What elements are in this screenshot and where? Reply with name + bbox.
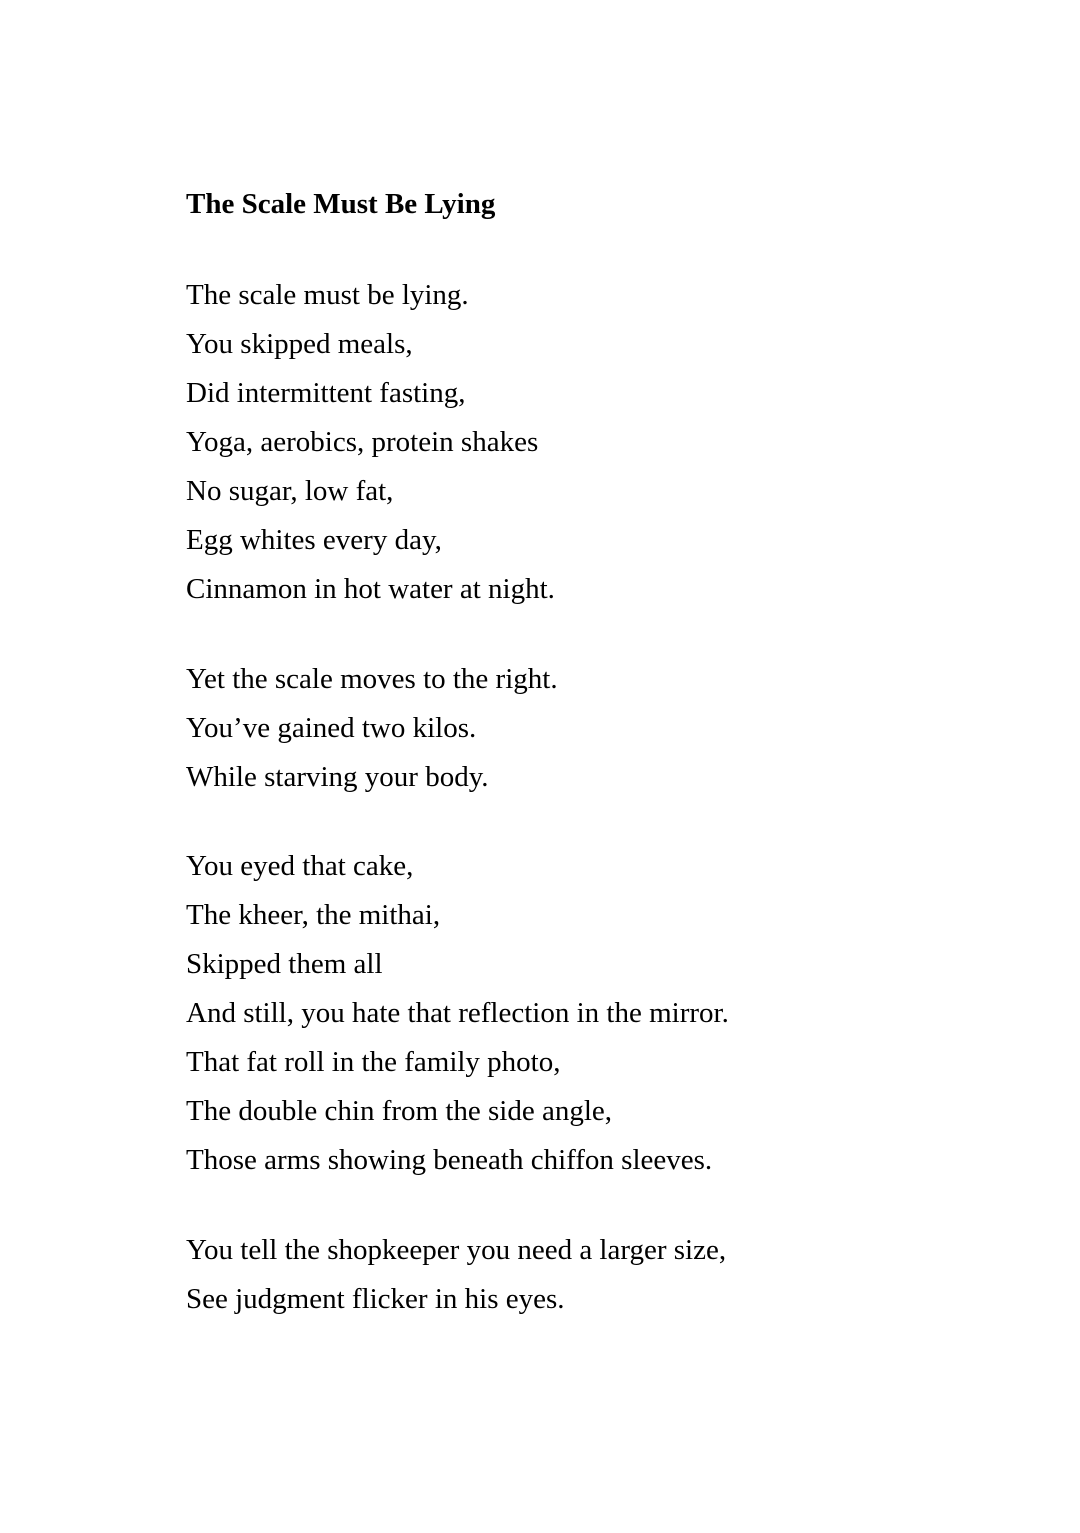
poem-line: While starving your body. <box>186 761 489 793</box>
poem-line: You skipped meals, <box>186 328 413 360</box>
stanza-1 <box>186 271 555 614</box>
poem-line: Egg whites every day, <box>186 524 442 556</box>
poem-line: The double chin from the side angle, <box>186 1095 613 1127</box>
stanza-4 <box>186 1226 726 1324</box>
poem-line: Cinnamon in hot water at night. <box>186 573 555 605</box>
stanza-2 <box>186 655 558 802</box>
poem-title: The Scale Must Be Lying <box>186 188 496 220</box>
poem-line: Yoga, aerobics, protein shakes <box>186 426 539 458</box>
poem-line: You eyed that cake, <box>186 850 414 882</box>
poem-line: The kheer, the mithai, <box>186 899 441 931</box>
poem-line: The scale must be lying. <box>186 279 469 311</box>
poem-line: See judgment flicker in his eyes. <box>186 1283 565 1315</box>
poem-line: No sugar, low fat, <box>186 475 394 507</box>
poem-line: You’ve gained two kilos. <box>186 712 477 744</box>
poem-line: Those arms showing beneath chiffon sleeves. <box>186 1144 713 1176</box>
poem-line: Skipped them all <box>186 948 383 980</box>
poem-line: Yet the scale moves to the right. <box>186 663 558 695</box>
poem-line: You tell the shopkeeper you need a larger size, <box>186 1234 727 1266</box>
stanza-3 <box>186 842 729 1185</box>
poem-line: That fat roll in the family photo, <box>186 1046 561 1078</box>
poem-line: Did intermittent fasting, <box>186 377 466 409</box>
poem-line: And still, you hate that reflection in the mirror. <box>186 997 729 1029</box>
